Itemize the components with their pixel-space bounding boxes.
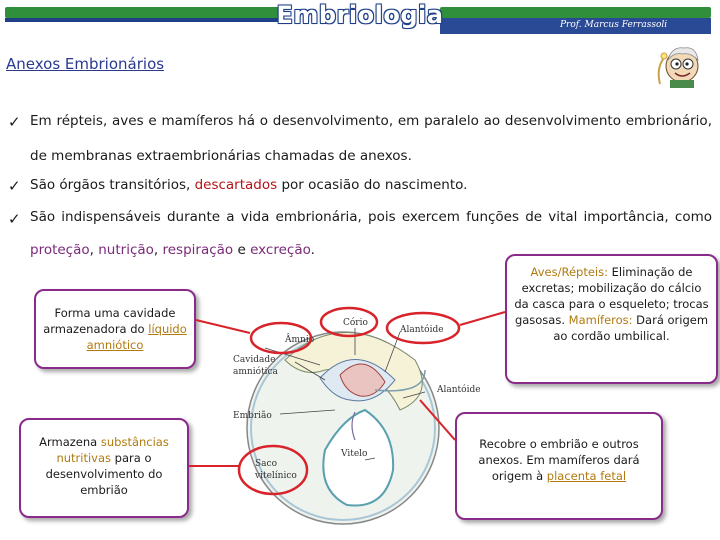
label-cavidade-1: Cavidade: [233, 355, 276, 365]
label-alantoide-2: Alantóide: [437, 385, 481, 395]
label-embriao: Embrião: [233, 411, 272, 421]
highlight-descartados: descartados: [194, 177, 278, 193]
label-saco-2: vitelínico: [255, 471, 297, 481]
callout-alantoide: [505, 254, 718, 384]
callout-text: para o desenvolvimento do embrião: [45, 451, 163, 497]
bullet-text: Em répteis, aves e mamíferos há o desenvolvimento, em paralelo ao desenvolvimento embrionário, de membranas extraembrionárias chamadas de anexos.: [30, 113, 712, 164]
header-green-stripe-right: [440, 7, 711, 18]
checkmark-icon: ✓: [8, 210, 21, 228]
text-segment: .: [310, 242, 315, 258]
callout-highlight: líquido amniótico: [86, 322, 187, 352]
slide-title: Embriologia: [276, 1, 444, 29]
callout-text: Dará origem ao cordão umbilical.: [553, 313, 709, 343]
callout-text: Recobre o embrião e outros anexos. Em mamíferos dará origem à: [478, 437, 640, 483]
keyword-protecao: proteção: [30, 242, 90, 258]
author-credit: Prof. Marcus Ferrassoli: [560, 20, 668, 30]
keyword-excrecao: excreção: [250, 242, 311, 258]
bullet-text: [30, 177, 467, 193]
header-bar: [0, 3, 712, 35]
callout-corio: [455, 412, 663, 520]
keyword-respiracao: respiração: [162, 242, 234, 258]
callout-amnio: [34, 289, 196, 369]
label-vitelo: Vitelo: [341, 449, 368, 459]
checkmark-icon: ✓: [8, 113, 21, 131]
text-segment: São órgãos transitórios,: [30, 177, 195, 193]
label-alantoide: Alantóide: [400, 325, 444, 335]
callout-text: Armazena: [39, 435, 101, 449]
label-amnio: Âmnio: [285, 335, 315, 345]
callout-label: Aves/Répteis:: [530, 265, 608, 279]
header-green-stripe-left: [5, 7, 280, 18]
text-segment: São indispensáveis durante a vida embrionária, pois exercem funções de vital importância, como: [30, 209, 712, 225]
callout-saco-vitelinico: [19, 418, 189, 518]
text-segment: ,: [89, 242, 99, 258]
section-heading: Anexos Embrionários: [6, 55, 165, 73]
text-segment: por ocasião do nascimento.: [277, 177, 468, 193]
callout-label: Mamíferos:: [568, 313, 633, 327]
text-segment: e: [233, 242, 251, 258]
callout-text: Forma uma cavidade armazenadora do: [43, 306, 176, 336]
keyword-nutricao: nutrição: [98, 242, 154, 258]
header-blue-stripe-left: [5, 18, 280, 22]
callout-text: Eliminação de excretas; mobilização do cálcio da casca para o esqueleto; trocas gasosas.: [514, 265, 709, 327]
label-corio: Cório: [343, 318, 368, 328]
label-cavidade-2: amniótica: [233, 367, 278, 377]
text-segment: ,: [153, 242, 163, 258]
checkmark-icon: ✓: [8, 177, 21, 195]
cartoon-scientist-logo: [650, 40, 710, 88]
callout-highlight: substâncias nutritivas: [56, 435, 169, 465]
label-saco-1: Saco: [255, 459, 277, 469]
callout-highlight: placenta fetal: [546, 469, 627, 483]
